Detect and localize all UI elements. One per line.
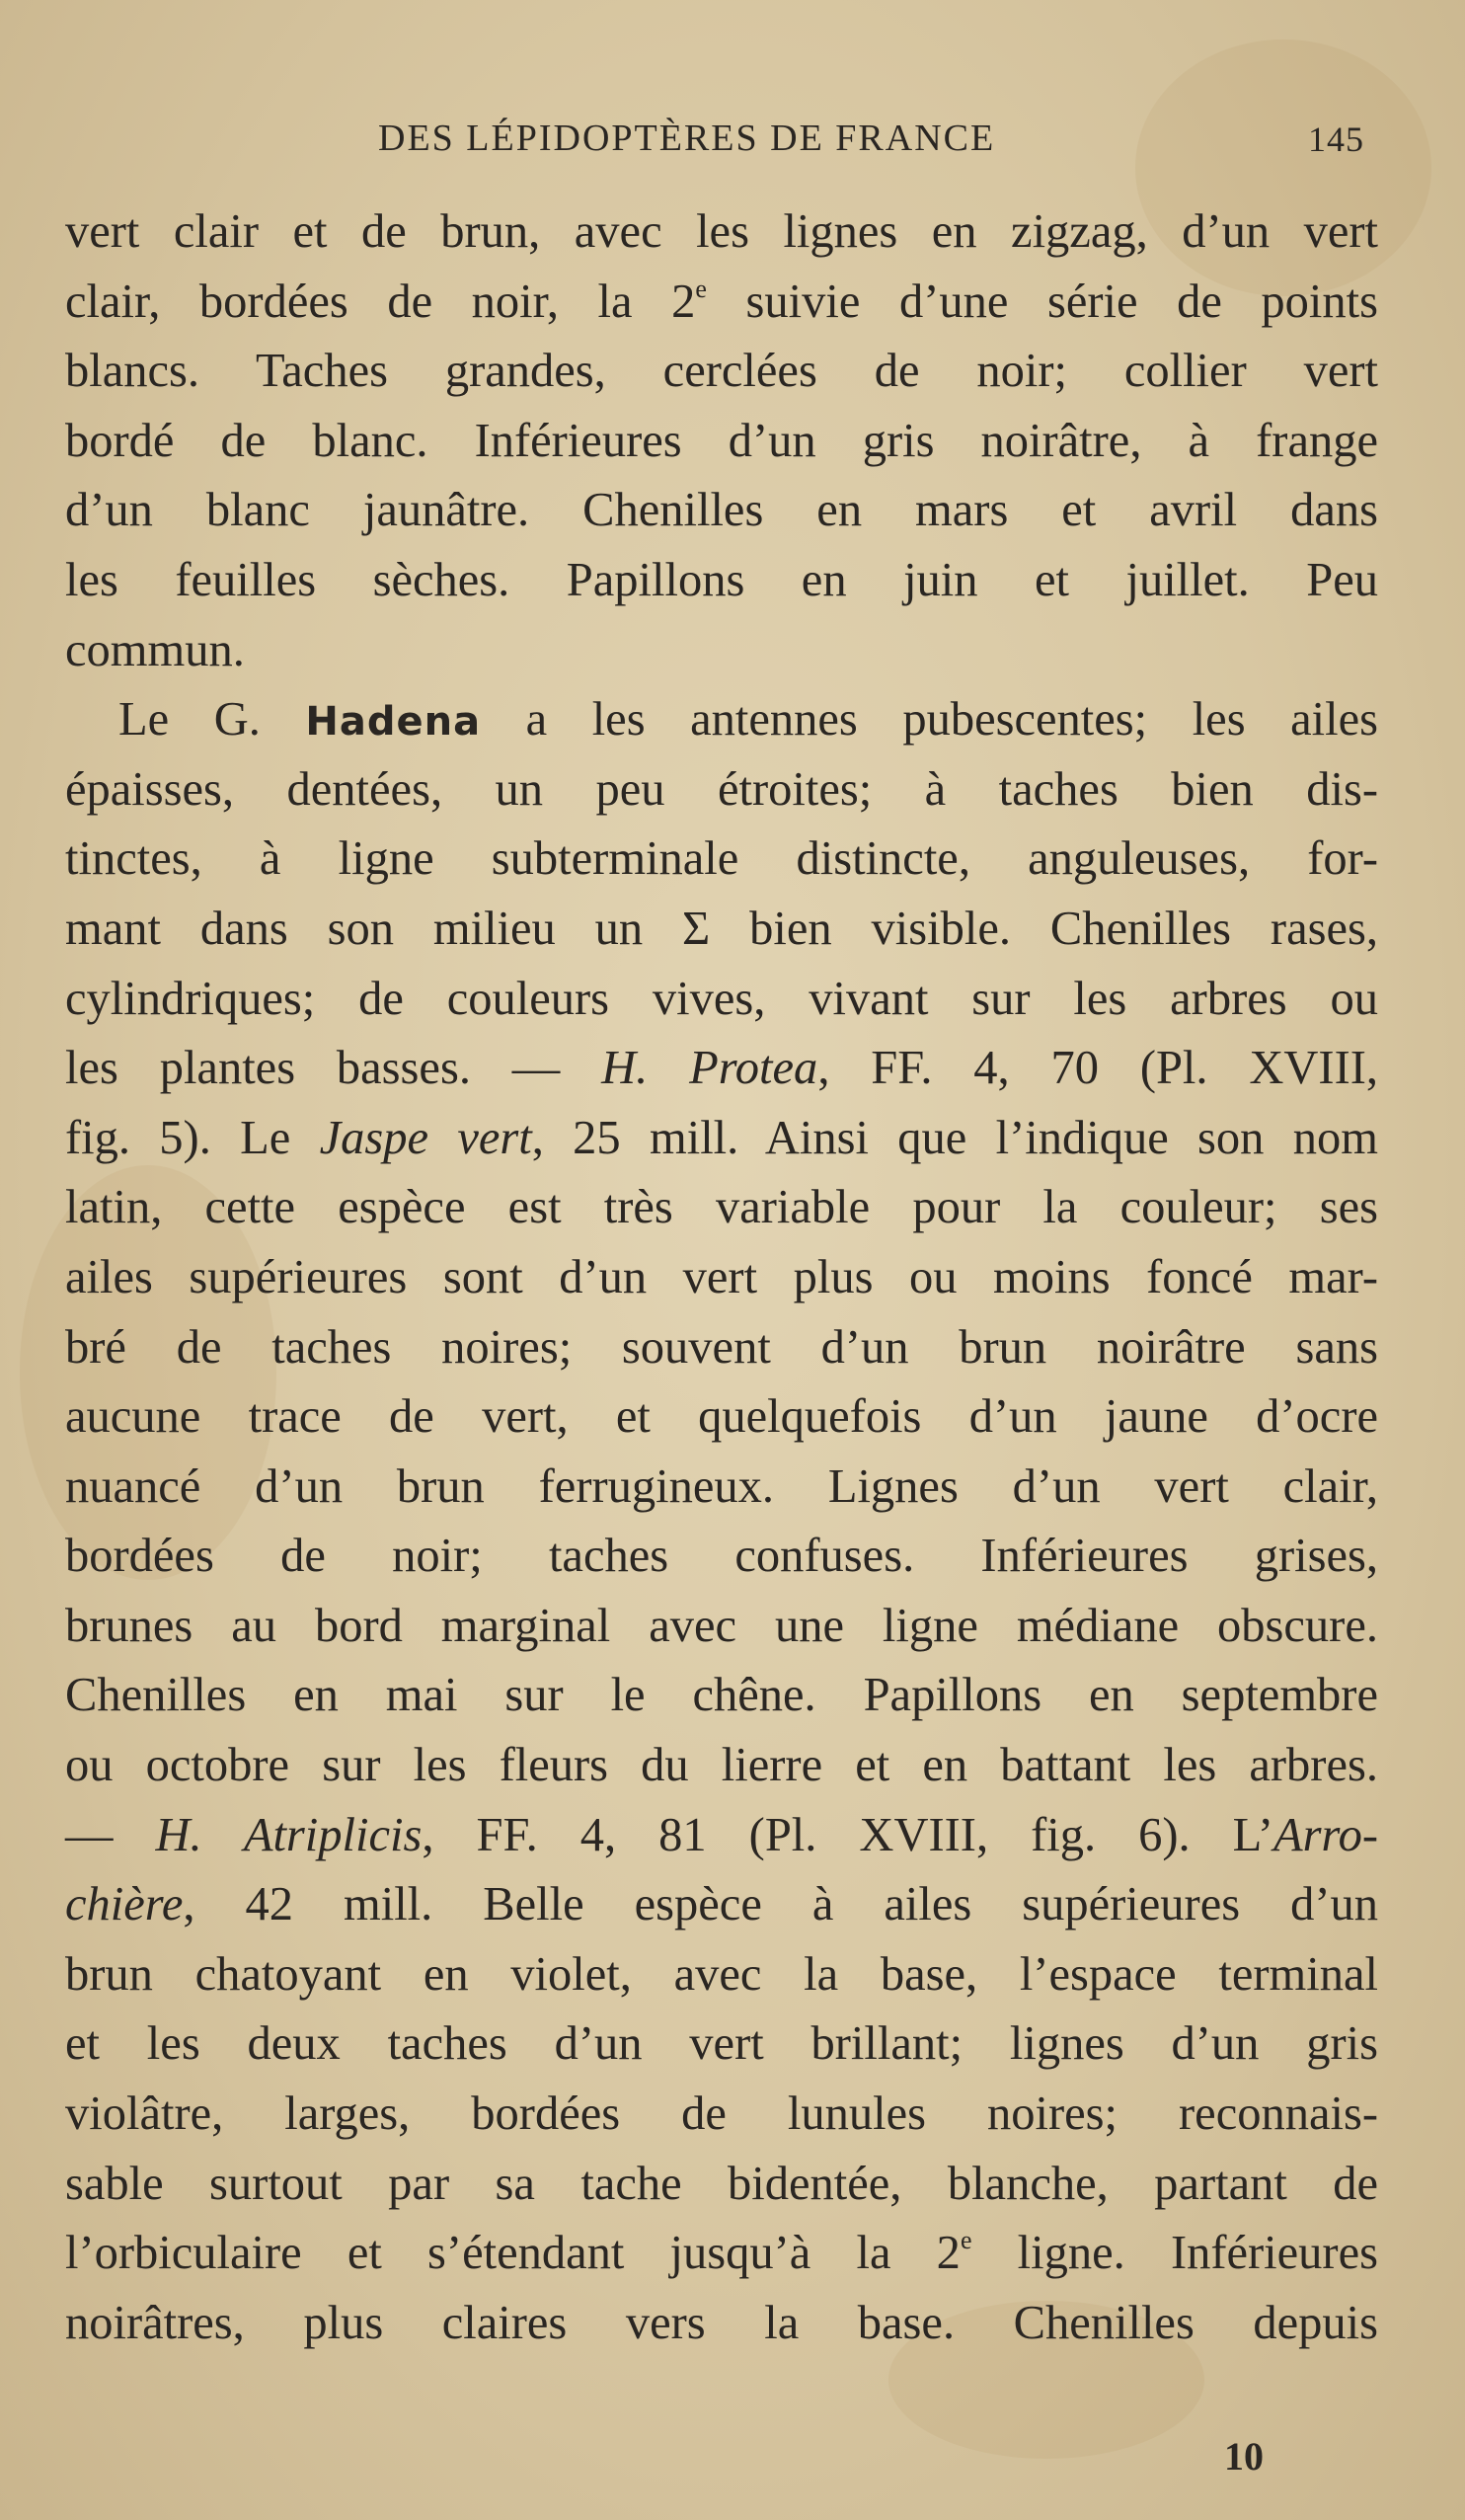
text-segment: noirâtres, plus claires vers la base. Chenilles depuis xyxy=(65,2296,1378,2349)
italic-text: chière xyxy=(65,1878,184,1931)
text-segment: bordées de noir; taches confuses. Inférieures grises, xyxy=(65,1530,1378,1583)
italic-text: Arro- xyxy=(1273,1808,1378,1861)
text-segment: tinctes, à ligne subterminale distincte, anguleuses, for- xyxy=(65,832,1378,886)
text-segment: épaisses, dentées, un peu étroites; à taches bien dis- xyxy=(65,762,1378,816)
text-segment: brunes au bord marginal avec une ligne médiane obscure. xyxy=(65,1599,1378,1652)
text-line xyxy=(65,1940,1378,2010)
body-text xyxy=(65,197,1378,2358)
signature-mark: 10 xyxy=(1224,2434,1264,2479)
text-line xyxy=(65,1522,1378,1592)
text-line xyxy=(65,2219,1378,2289)
text-segment: sable surtout par sa tache bidentée, blanche, partant de xyxy=(65,2157,1378,2210)
text-segment: clair, bordées de noir, la 2 xyxy=(65,275,696,328)
text-line xyxy=(65,1173,1378,1243)
text-line xyxy=(65,755,1378,826)
text-segment: vert clair et de brun, avec les lignes en zigzag, d’un vert xyxy=(65,205,1378,258)
text-segment: l’orbiculaire et s’étendant jusqu’à la 2 xyxy=(65,2227,961,2280)
text-line xyxy=(65,1801,1378,1871)
text-segment: cylindriques; de couleurs vives, vivant sur les arbres ou xyxy=(65,972,1378,1025)
text-segment: d’un blanc jaunâtre. Chenilles en mars et avril dans xyxy=(65,484,1378,537)
text-line xyxy=(65,2080,1378,2150)
text-segment: nuancé d’un brun ferrugineux. Lignes d’un vert clair, xyxy=(65,1459,1378,1513)
text-line xyxy=(65,1104,1378,1174)
text-line xyxy=(65,1313,1378,1383)
text-segment: violâtre, larges, bordées de lunules noires; reconnais- xyxy=(65,2087,1378,2141)
text-segment: blancs. Taches grandes, cerclées de noir; collier vert xyxy=(65,345,1378,398)
text-segment: brun chatoyant en violet, avec la base, l’espace terminal xyxy=(65,1947,1378,2001)
ordinal-superscript: e xyxy=(960,2226,972,2255)
text-segment: — xyxy=(65,1808,156,1861)
text-segment: , 25 mill. Ainsi que l’indique son nom xyxy=(531,1111,1378,1164)
text-line xyxy=(65,197,1378,268)
running-head: DES LÉPIDOPTÈRES DE FRANCE xyxy=(378,118,996,159)
text-segment: ou octobre sur les fleurs du lierre et en battant les arbres. xyxy=(65,1739,1378,1792)
text-line xyxy=(65,616,1378,686)
text-line xyxy=(65,825,1378,895)
ordinal-superscript: e xyxy=(695,274,707,303)
text-line xyxy=(65,1243,1378,1313)
text-line xyxy=(65,965,1378,1035)
text-line xyxy=(65,407,1378,477)
text-line xyxy=(65,1034,1378,1104)
text-line xyxy=(65,337,1378,407)
page-header xyxy=(0,117,1465,176)
text-line xyxy=(65,1731,1378,1801)
text-segment: Le G. xyxy=(118,693,306,747)
page-number: 145 xyxy=(1308,119,1364,159)
text-line xyxy=(65,2289,1378,2359)
text-segment: , 42 mill. Belle espèce à ailes supérieures d’un xyxy=(183,1878,1378,1931)
text-line xyxy=(65,2009,1378,2080)
italic-text: H. Protea xyxy=(601,1042,818,1095)
genus-name: Hadena xyxy=(305,699,482,746)
text-segment: Chenilles en mai sur le chêne. Papillons en septembre xyxy=(65,1669,1378,1722)
text-segment: commun. xyxy=(65,623,245,676)
text-segment: , FF. 4, 70 (Pl. XVIII, xyxy=(817,1042,1378,1095)
text-segment: et les deux taches d’un vert brillant; lignes d’un gris xyxy=(65,2017,1378,2071)
text-segment: aucune trace de vert, et quelquefois d’un jaune d’ocre xyxy=(65,1390,1378,1444)
text-segment: les plantes basses. — xyxy=(65,1042,602,1095)
text-line xyxy=(65,1453,1378,1523)
text-line xyxy=(65,1870,1378,1940)
text-line xyxy=(65,546,1378,616)
italic-text: Jaspe vert xyxy=(319,1111,532,1164)
text-segment: mant dans son milieu un Σ bien visible. Chenilles rases, xyxy=(65,902,1378,955)
text-segment: latin, cette espèce est très variable pour la couleur; ses xyxy=(65,1181,1378,1234)
text-segment: ailes supérieures sont d’un vert plus ou moins foncé mar- xyxy=(65,1250,1378,1303)
text-segment: ligne. Inférieures xyxy=(971,2227,1378,2280)
text-line xyxy=(65,1661,1378,1731)
text-line xyxy=(65,1592,1378,1662)
text-line xyxy=(65,685,1378,755)
text-line xyxy=(65,1382,1378,1453)
italic-text: H. Atriplicis xyxy=(155,1808,423,1861)
text-segment: fig. 5). Le xyxy=(65,1111,320,1164)
text-segment: bré de taches noires; souvent d’un brun noirâtre sans xyxy=(65,1320,1378,1374)
text-line xyxy=(65,2150,1378,2220)
text-line xyxy=(65,268,1378,338)
text-line xyxy=(65,895,1378,965)
text-segment: suivie d’une série de points xyxy=(706,275,1378,328)
text-segment: bordé de blanc. Inférieures d’un gris noirâtre, à frange xyxy=(65,414,1378,467)
text-segment: a les antennes pubescentes; les ailes xyxy=(481,693,1378,747)
text-line xyxy=(65,476,1378,546)
text-segment: , FF. 4, 81 (Pl. XVIII, fig. 6). L’ xyxy=(422,1808,1274,1861)
text-segment: les feuilles sèches. Papillons en juin et juillet. Peu xyxy=(65,553,1378,606)
